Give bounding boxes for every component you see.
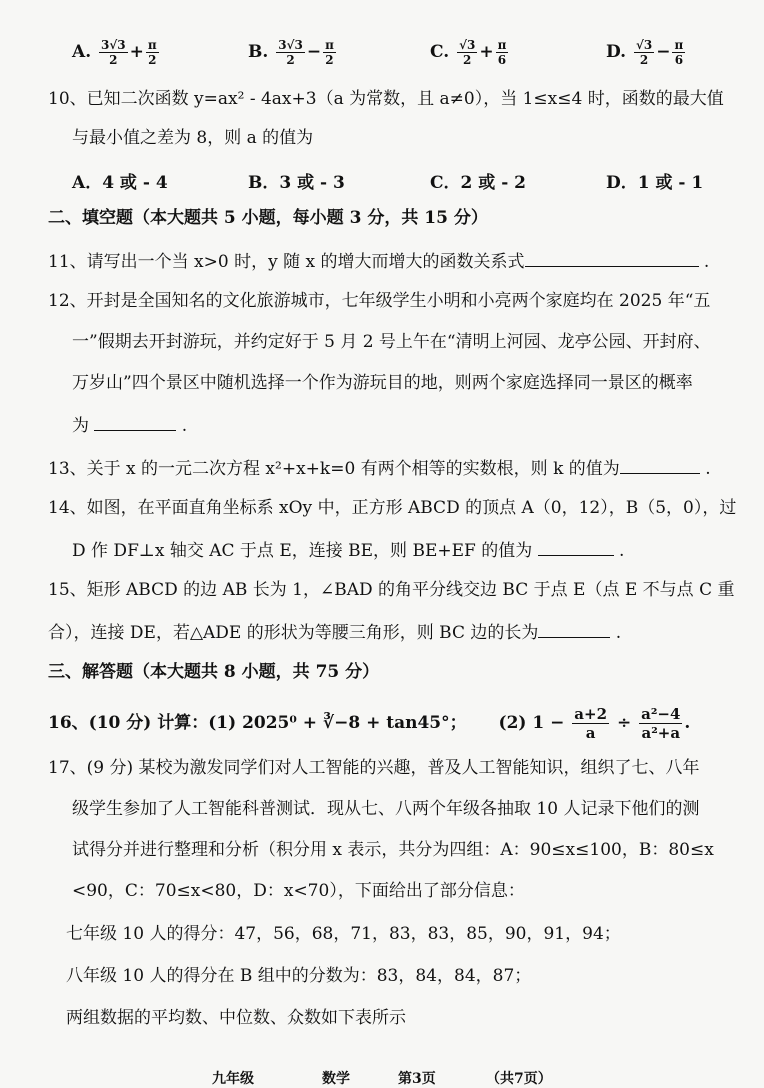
q17-line3: 试得分并进行整理和分析（积分用 x 表示，共分为四组：A：90≤x≤100，B：80≤x [72, 840, 714, 860]
q9-option-b: B. $\frac{3√3}{2}$ − $\frac{\pi}{2}$ [248, 38, 334, 67]
q13: 13、关于 x 的一元二次方程 x²+x+k=0 有两个相等的实数根，则 k 的值为 . [48, 455, 764, 481]
q14-blank [538, 537, 614, 556]
section2-heading: 二、填空题（本大题共 5 小题，每小题 3 分，共 15 分） [48, 208, 488, 228]
footer-total: （共7页） [486, 1071, 552, 1087]
footer-grade: 九年级 [212, 1071, 254, 1087]
q15-line2: 合），连接 DE，若△ADE 的形状为等腰三角形，则 BC 边的长为 . [48, 619, 764, 645]
q10-line1: 10、已知二次函数 y=ax² - 4ax+3（a 为常数，且 a≠0），当 1≤x≤4 时，函数的最大值 [48, 89, 724, 109]
q12-blank [94, 412, 176, 431]
q9-option-d: D. $\frac{√3}{2}$ − $\frac{\pi}{6}$ [606, 38, 684, 67]
q12-line1: 12、开封是全国知名的文化旅游城市，七年级学生小明和小亮两个家庭均在 2025 年“五 [48, 291, 711, 311]
q17-table-intro: 两组数据的平均数、中位数、众数如下表所示 [66, 1008, 406, 1028]
q14-line1: 14、如图，在平面直角坐标系 xOy 中，正方形 ABCD 的顶点 A（0，12），B（5，0），过 [48, 498, 737, 518]
q17-line4: <90，C：70≤x<80，D：x<70），下面给出了部分信息： [72, 881, 525, 901]
q13-blank [620, 455, 700, 474]
q16: 16、(10 分) 计算：(1) 2025⁰ + ∛−8 + tan45°； (2) 1 − $\frac{a+2}{a}$ ÷ $\frac{\text{a²−4}}{\text{a²+a}}$ . [48, 705, 691, 742]
q17-line2: 级学生参加了人工智能科普测试．现从七、八两个年级各抽取 10 人记录下他们的测 [72, 799, 700, 819]
q10-option-a: A．4 或 - 4 [72, 173, 168, 193]
q12-line3: 万岁山”四个景区中随机选择一个作为游玩目的地，则两个家庭选择同一景区的概率 [72, 373, 693, 393]
q10-line2: 与最小值之差为 8，则 a 的值为 [72, 128, 314, 148]
footer-subject: 数学 [322, 1071, 350, 1087]
page-footer [0, 1068, 764, 1087]
q11: 11、请写出一个当 x>0 时，y 随 x 的增大而增大的函数关系式 . [48, 248, 764, 274]
q11-blank [525, 248, 699, 267]
q9-option-c: C. $\frac{√3}{2}$ + $\frac{\pi}{6}$ [430, 38, 507, 67]
q10-option-c: C．2 或 - 2 [430, 173, 526, 193]
q17-line1: 17、(9 分) 某校为激发同学们对人工智能的兴趣，普及人工智能知识，组织了七、八年 [48, 758, 700, 778]
footer-page: 第3页 [398, 1071, 436, 1087]
q9-option-a: A. $\frac{3√3}{2}$ + $\frac{\pi}{2}$ [72, 38, 157, 67]
section3-heading: 三、解答题（本大题共 8 小题，共 75 分） [48, 662, 380, 682]
q12-line4: 为 . [72, 412, 764, 438]
q12-line2: 一”假期去开封游玩，并约定好于 5 月 2 号上午在“清明上河园、龙亭公园、开封府、 [72, 332, 711, 352]
q17-grade7-scores: 七年级 10 人的得分：47，56，68，71，83，83，85，90，91，94； [66, 924, 621, 944]
q15-blank [538, 619, 610, 638]
q17-grade8-scores: 八年级 10 人的得分在 B 组中的分数为：83，84，84，87； [66, 966, 532, 986]
q14-line2: D 作 DF⊥x 轴交 AC 于点 E，连接 BE，则 BE+EF 的值为 . [72, 537, 764, 563]
q10-option-b: B．3 或 - 3 [248, 173, 345, 193]
q15-line1: 15、矩形 ABCD 的边 AB 长为 1，∠BAD 的角平分线交边 BC 于点 E（点 E 不与点 C 重 [48, 580, 735, 600]
q10-option-d: D．1 或 - 1 [606, 173, 704, 193]
